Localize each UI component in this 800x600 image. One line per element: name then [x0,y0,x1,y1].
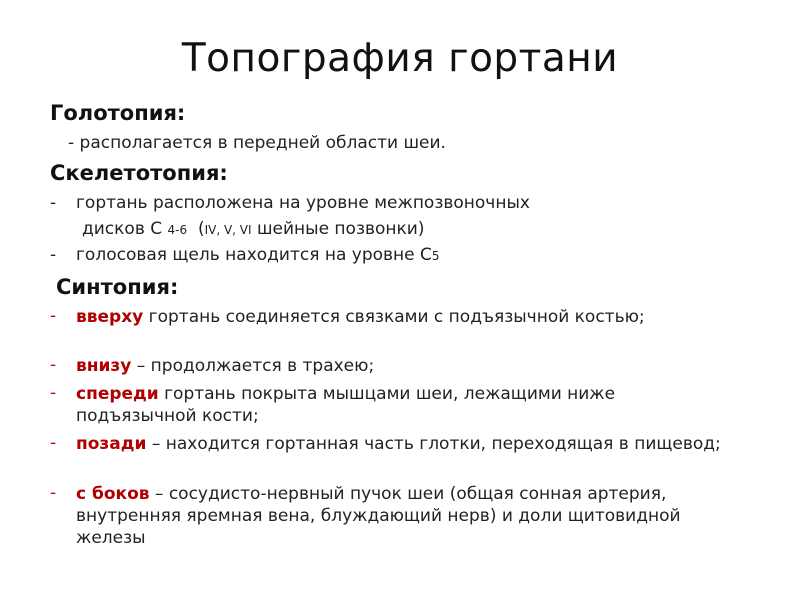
syntopia-heading: Синтопия: [56,275,179,299]
syntopia-keyword: с боков [76,484,150,504]
syntopia-item-text [76,383,736,427]
skeletotopia-heading: Скелетотопия: [50,161,228,185]
syntopia-item-rest: гортань соединяется связками с подъязычной костью; [143,307,645,327]
syntopia-item-text [76,433,766,455]
skeletotopia-item-1-line-1: гортань расположена на уровне межпозвоночных [76,193,530,213]
skeletotopia-paren-open: ( [197,219,205,239]
skeletotopia-item-2 [76,245,440,265]
syntopia-item-text [76,483,736,549]
syntopia-item-text [76,306,706,328]
syntopia-bullet: - [50,483,57,503]
syntopia-keyword: внизу [76,356,132,376]
syntopia-item-text [76,355,706,377]
skeletotopia-item-2-sub: 5 [431,249,440,263]
syntopia-keyword: позади [76,434,147,454]
golotopia-text: - располагается в передней области шеи. [68,133,446,153]
syntopia-item-rest: гортань покрыта мышцами шеи, лежащими ниже подъязычной кости; [76,384,616,426]
slide-title: Топография гортани [181,36,619,81]
syntopia-bullet: - [50,355,57,375]
skeletotopia-item-2-text: голосовая щель находится на уровне С [76,245,432,265]
skeletotopia-bullet-2: - [50,245,57,265]
syntopia-bullet: - [50,306,57,326]
skeletotopia-bullet-1: - [50,193,57,213]
syntopia-item-rest: – сосудисто-нервный пучок шеи (общая сонная артерия, внутренняя яремная вена, блуждающий нерв) и доли щитовидной железы [76,484,681,548]
skeletotopia-disk-range: 4-6 [167,223,188,237]
syntopia-keyword: вверху [76,307,144,327]
skeletotopia-vertebrae-text: шейные позвонки) [256,219,425,239]
golotopia-heading: Голотопия: [50,101,186,125]
skeletotopia-disk-label: дисков С [82,219,163,239]
syntopia-keyword: спереди [76,384,159,404]
skeletotopia-item-1-line-2 [82,219,424,239]
syntopia-bullet: - [50,433,57,453]
syntopia-bullet: - [50,383,57,403]
syntopia-item-rest: – продолжается в трахею; [131,356,375,376]
skeletotopia-roman-numerals: IV, V, VI [204,223,252,237]
syntopia-item-rest: – находится гортанная часть глотки, переходящая в пищевод; [146,434,721,454]
